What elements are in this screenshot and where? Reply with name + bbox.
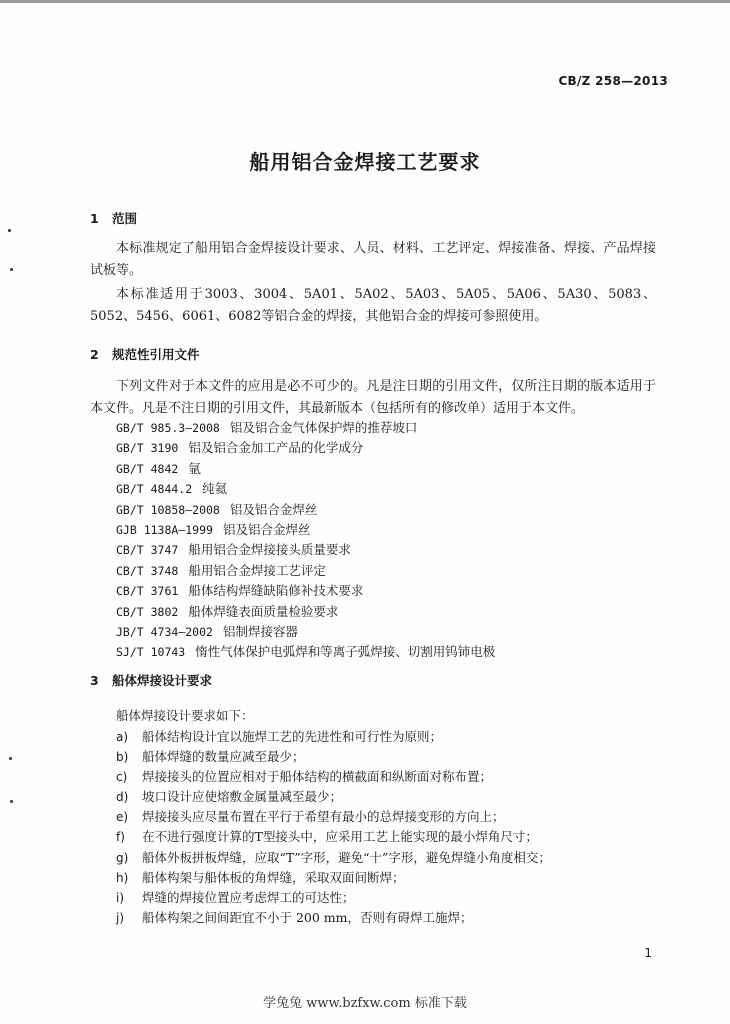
section-2-heading: [90, 345, 200, 363]
requirement-item: [116, 747, 551, 767]
reference-code: GB/T 10858—2008: [116, 502, 220, 517]
requirement-label: d): [116, 790, 129, 805]
reference-title: 纯氦: [202, 481, 228, 497]
requirement-item: [116, 787, 551, 807]
requirement-text: 在不进行强度计算的T型接头中，应采用工艺上能实现的最小焊角尺寸；: [142, 829, 538, 845]
section-3-number: 3: [90, 673, 99, 688]
reference-code: JB/T 4734—2002: [116, 625, 213, 640]
requirement-text: 船体焊缝的数量应减至最少；: [142, 749, 305, 765]
requirement-label: h): [116, 870, 129, 885]
reference-item: [116, 642, 495, 662]
requirement-text: 坡口设计应使熔敷金属量减至最少；: [142, 789, 343, 805]
requirement-text: 船体构架与船体板的角焊缝，采取双面间断焊；: [142, 869, 405, 885]
reference-code: CB/T 3761: [116, 584, 179, 599]
requirement-item: [116, 868, 551, 888]
requirement-list: [116, 727, 551, 928]
reference-item: [116, 581, 495, 601]
reference-item: [116, 418, 495, 438]
reference-title: 铝及铝合金气体保护焊的推荐坡口: [229, 420, 418, 435]
requirement-text: 船体结构设计宜以施焊工艺的先进性和可行性为原则；: [142, 729, 443, 744]
reference-title: 铝及铝合金加工产品的化学成分: [188, 440, 364, 456]
requirement-item: [116, 888, 551, 908]
section-2-number: 2: [90, 347, 99, 362]
scan-speck: [10, 800, 13, 803]
requirement-label: b): [116, 750, 129, 765]
section-3-heading: [90, 671, 212, 689]
scan-speck: [8, 229, 11, 232]
reference-title: 船体焊缝表面质量检验要求: [188, 603, 339, 619]
reference-code: GJB 1138A—1999: [116, 523, 213, 538]
reference-title: 铝及铝合金焊丝: [222, 522, 311, 538]
page-number: 1: [644, 946, 652, 960]
section-1-paragraph-2: 本标准适用于3003、3004、5A01、5A02、5A03、5A05、5A06、5A30、5083、5052、5456、6061、6082等铝合金的焊接，其他铝合金的焊接可参照使用。: [90, 287, 656, 324]
reference-title: 船体结构焊缝缺陷修补技术要求: [188, 583, 364, 599]
requirement-text: 焊缝的焊接位置应考虑焊工的可达性；: [142, 889, 355, 905]
reference-title: 铝及铝合金焊丝: [229, 501, 318, 517]
requirement-text: 船体外板拼板焊缝，应取“T”字形，避免“十”字形，避免焊缝小角度相交；: [142, 849, 551, 865]
reference-item: [116, 622, 495, 642]
requirement-text: 船体构架之间间距宜不小于 200 mm，否则有碍焊工施焊；: [142, 909, 473, 925]
top-border-line: [0, 0, 730, 3]
requirement-label: g): [116, 850, 129, 865]
requirement-item: [116, 807, 551, 827]
reference-code: GB/T 985.3—2008: [116, 421, 220, 435]
scan-speck: [9, 757, 12, 760]
reference-code: SJ/T 10743: [116, 645, 186, 660]
reference-item: [116, 459, 495, 479]
reference-item: [116, 438, 495, 458]
reference-code: CB/T 3802: [116, 604, 179, 619]
section-3-title: 船体焊接设计要求: [112, 673, 213, 688]
reference-code: GB/T 4842: [116, 461, 179, 476]
requirement-label: f): [116, 830, 125, 845]
section-3-intro: 船体焊接设计要求如下：: [116, 708, 254, 723]
requirement-text: 焊接接头应尽量布置在平行于希望有最小的总焊接变形的方向上；: [142, 809, 505, 825]
requirement-item: [116, 767, 551, 787]
reference-code: GB/T 3190: [116, 441, 179, 456]
reference-title: 船用铝合金焊接工艺评定: [188, 562, 326, 578]
reference-item: [116, 602, 495, 622]
scan-speck: [10, 268, 13, 271]
reference-title: 铝制焊接容器: [222, 624, 298, 640]
section-1-heading: [90, 209, 137, 227]
section-1-number: 1: [90, 211, 99, 226]
reference-title: 船用铝合金焊接接头质量要求: [188, 542, 351, 558]
requirement-label: c): [116, 770, 128, 785]
requirement-label: j): [116, 910, 125, 925]
requirement-label: e): [116, 810, 129, 825]
requirement-label: i): [116, 890, 125, 905]
document-title: 船用铝合金焊接工艺要求: [249, 150, 481, 174]
section-2-title: 规范性引用文件: [112, 347, 200, 362]
requirement-item: [116, 908, 551, 928]
requirement-label: a): [116, 730, 129, 744]
reference-code: CB/T 3747: [116, 543, 179, 558]
requirement-item: [116, 827, 551, 847]
requirement-item: [116, 727, 551, 747]
section-1-paragraph-1: 本标准规定了船用铝合金焊接设计要求、人员、材料、工艺评定、焊接准备、焊接、产品焊接试板等。: [90, 241, 656, 278]
section-2-intro: 下列文件对于本文件的应用是必不可少的。凡是注日期的引用文件，仅所注日期的版本适用于本文件。凡是不注日期的引用文件，其最新版本（包括所有的修改单）适用于本文件。: [90, 379, 656, 416]
download-watermark: 学兔兔 www.bzfxw.com 标准下载: [263, 996, 467, 1011]
reference-code: GB/T 4844.2: [116, 482, 193, 497]
reference-item: [116, 500, 495, 520]
requirement-text: 焊接接头的位置应相对于船体结构的横截面和纵断面对称布置；: [142, 769, 493, 785]
reference-item: [116, 520, 495, 540]
requirement-item: [116, 848, 551, 868]
reference-title: 惰性气体保护电弧焊和等离子弧焊接、切割用钨铈电极: [195, 644, 496, 660]
reference-item: [116, 540, 495, 560]
reference-item: [116, 561, 495, 581]
reference-list: [116, 418, 495, 663]
reference-code: CB/T 3748: [116, 563, 179, 578]
reference-title: 氩: [188, 460, 201, 476]
section-1-title: 范围: [112, 211, 138, 226]
reference-item: [116, 479, 495, 499]
standard-code: CB/Z 258—2013: [558, 74, 668, 88]
